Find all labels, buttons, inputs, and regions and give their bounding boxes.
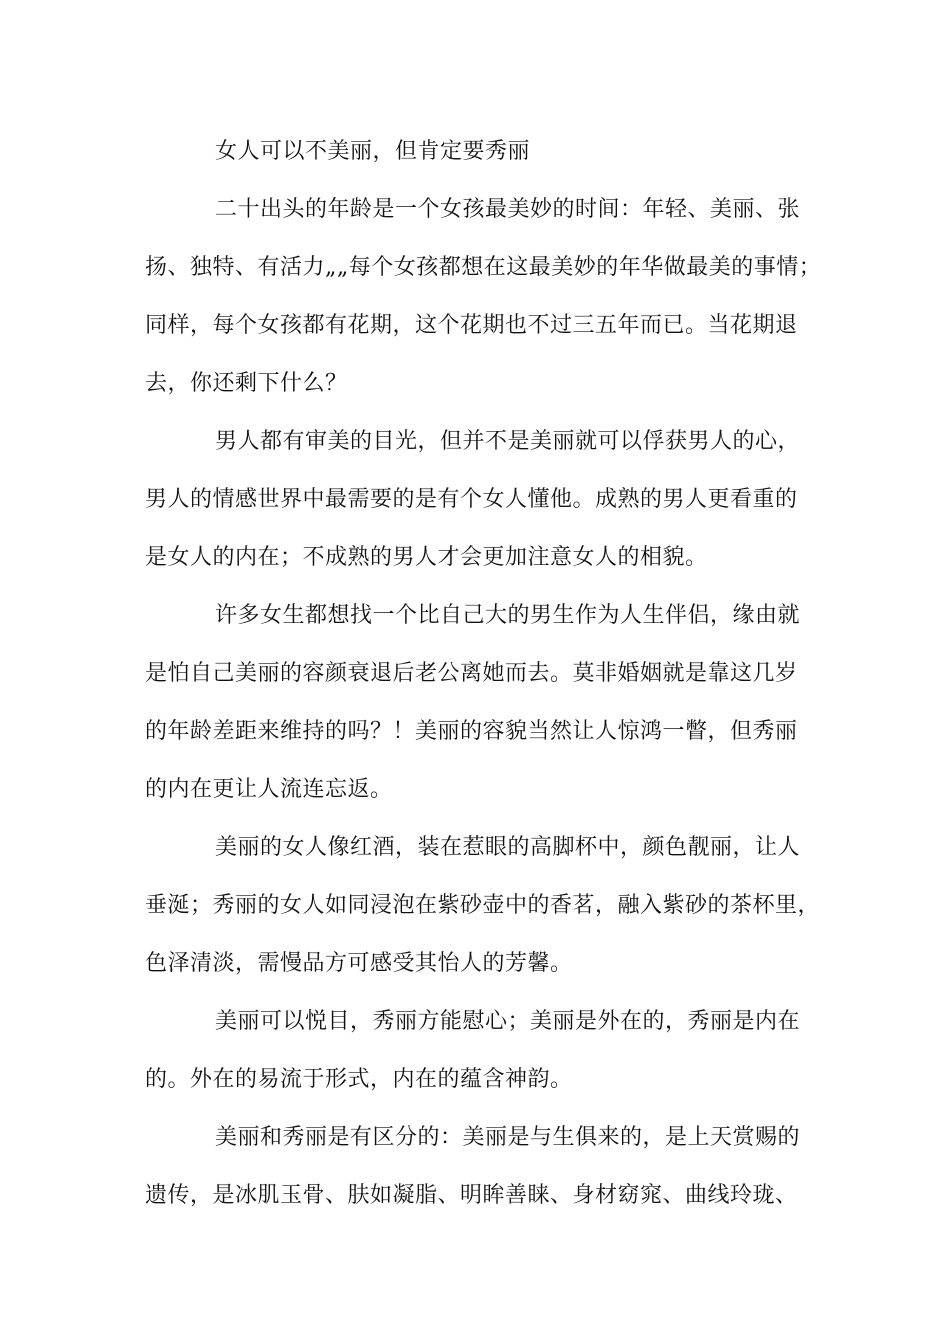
paragraph-line: 许多女生都想找一个比自己大的男生作为人生伴侣，缘由就 (215, 603, 801, 628)
paragraph-line: 美丽和秀丽是有区分的：美丽是与生俱来的，是上天赏赐的 (215, 1125, 801, 1150)
paragraph-line: 的年龄差距来维持的吗？！美丽的容貌当然让人惊鸿一瞥，但秀丽 (145, 719, 798, 744)
paragraph-line: 扬、独特、有活力„„每个女孩都想在这最美妙的年华做最美的事情； (145, 255, 822, 280)
paragraph-line: 二十出头的年龄是一个女孩最美妙的时间：年轻、美丽、张 (215, 197, 801, 222)
paragraph-line: 色泽清淡，需慢品方可感受其怡人的芳馨。 (145, 951, 573, 976)
paragraph-line: 是女人的内在；不成熟的男人才会更加注意女人的相貌。 (145, 545, 708, 570)
paragraph-line: 的内在更让人流连忘返。 (145, 777, 393, 802)
paragraph-line: 是怕自己美丽的容颜衰退后老公离她而去。莫非婚姻就是靠这几岁 (145, 661, 798, 686)
article-body (145, 135, 820, 1237)
paragraph-line: 男人都有审美的目光，但并不是美丽就可以俘获男人的心， (215, 429, 801, 454)
article-title: 女人可以不美丽，但肯定要秀丽 (215, 139, 531, 164)
paragraph-line: 的。外在的易流于形式，内在的蕴含神韵。 (145, 1067, 573, 1092)
paragraph-line: 同样，每个女孩都有花期，这个花期也不过三五年而已。当花期退 (145, 313, 798, 338)
paragraph-line: 垂涎；秀丽的女人如同浸泡在紫砂壶中的香茗，融入紫砂的茶杯里， (145, 893, 821, 918)
paragraph-line: 男人的情感世界中最需要的是有个女人懂他。成熟的男人更看重的 (145, 487, 798, 512)
paragraph-line: 去，你还剩下什么？ (145, 371, 348, 396)
paragraph-line: 遗传，是冰肌玉骨、肤如凝脂、明眸善睐、身材窈窕、曲线玲珑、 (145, 1183, 798, 1208)
paragraph-line: 美丽可以悦目，秀丽方能慰心；美丽是外在的，秀丽是内在 (215, 1009, 801, 1034)
paragraph-line: 美丽的女人像红酒，装在惹眼的高脚杯中，颜色靓丽，让人 (215, 835, 801, 860)
